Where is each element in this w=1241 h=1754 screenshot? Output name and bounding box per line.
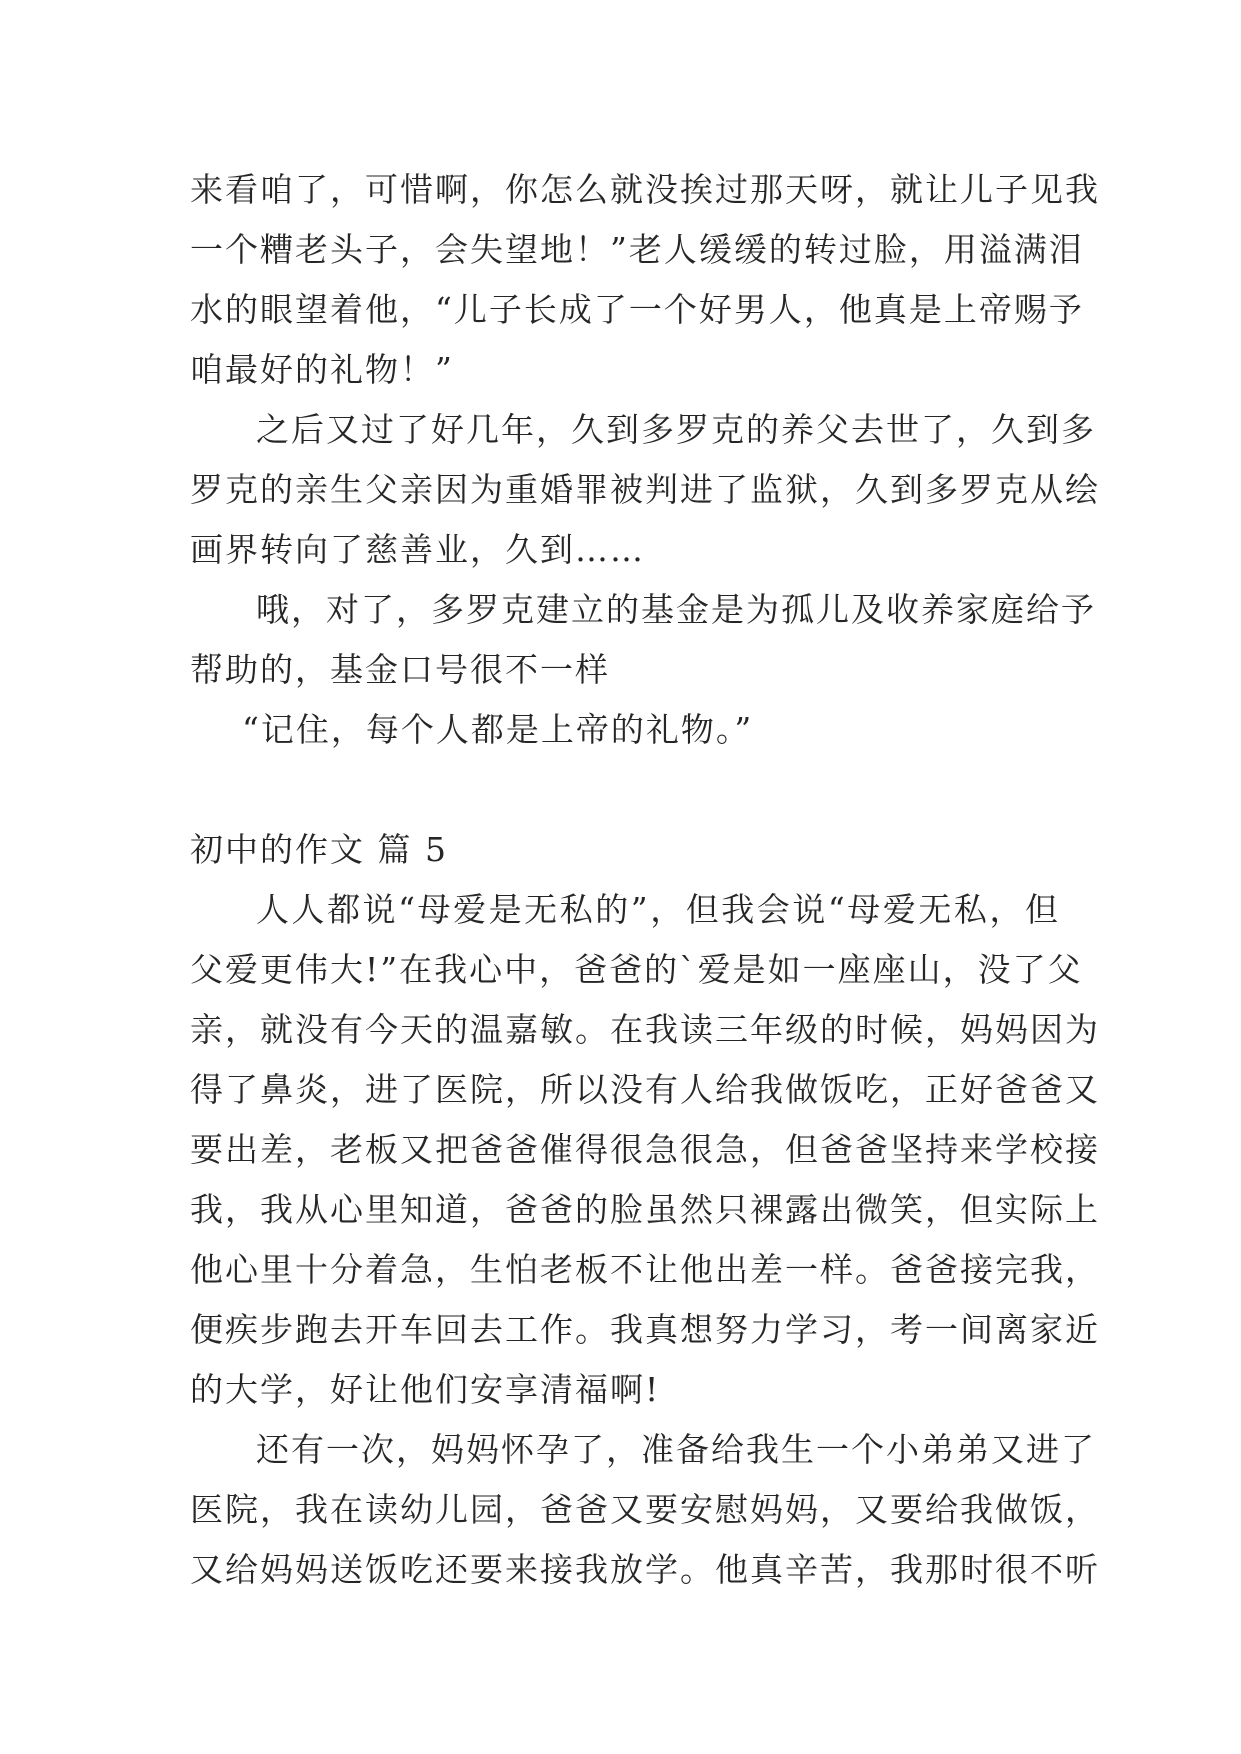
text-line: 便疾步跑去开车回去工作。我真想努力学习，考一间离家近 <box>190 1310 1100 1349</box>
paragraph-4 <box>190 700 1060 760</box>
document-page <box>190 160 1100 1600</box>
text-line: 亲，就没有今天的温嘉敏。在我读三年级的时候，妈妈因为 <box>190 1010 1100 1049</box>
text-line: 得了鼻炎，进了医院，所以没有人给我做饭吃，正好爸爸又 <box>190 1070 1100 1109</box>
text-line: 之后又过了好几年，久到多罗克的养父去世了，久到多 <box>256 410 1096 449</box>
text-line: 水的眼望着他，“儿子长成了一个好男人，他真是上帝赐予 <box>190 290 1084 329</box>
paragraph-3 <box>190 580 1096 700</box>
text-line: 来看咱了，可惜啊，你怎么就没挨过那天呀，就让儿子见我 <box>190 170 1100 209</box>
text-line: 他心里十分着急，生怕老板不让他出差一样。爸爸接完我， <box>190 1250 1100 1289</box>
text-line: 帮助的，基金口号很不一样 <box>190 650 610 689</box>
text-line: 还有一次，妈妈怀孕了，准备给我生一个小弟弟又进了 <box>256 1430 1096 1469</box>
text-line: 一个糟老头子，会失望地！”老人缓缓的转过脸，用溢满泪 <box>190 230 1084 269</box>
paragraph-1 <box>190 160 1100 400</box>
text-line: 医院，我在读幼儿园，爸爸又要安慰妈妈，又要给我做饭， <box>190 1490 1100 1529</box>
text-line: “记住，每个人都是上帝的礼物。” <box>242 710 754 749</box>
paragraph-2 <box>190 400 1100 580</box>
text-line: 画界转向了慈善业，久到…… <box>190 530 645 569</box>
text-line: 要出差，老板又把爸爸催得很急很急，但爸爸坚持来学校接 <box>190 1130 1100 1169</box>
text-line: 罗克的亲生父亲因为重婚罪被判进了监狱，久到多罗克从绘 <box>190 470 1100 509</box>
section-spacer <box>190 760 1060 820</box>
paragraph-5 <box>190 880 1100 1420</box>
text-line: 的大学，好让他们安享清福啊! <box>190 1370 661 1409</box>
text-line: 父爱更伟大!”在我心中，爸爸的`爱是如一座座山，没了父 <box>190 950 1083 989</box>
text-line: 我，我从心里知道，爸爸的脸虽然只裸露出微笑，但实际上 <box>190 1190 1100 1229</box>
text-line: 又给妈妈送饭吃还要来接我放学。他真辛苦，我那时很不听 <box>190 1550 1100 1589</box>
section-title: 初中的作文 篇 5 <box>190 830 448 869</box>
text-line: 咱最好的礼物！” <box>190 350 454 389</box>
text-line: 哦，对了，多罗克建立的基金是为孤儿及收养家庭给予 <box>256 590 1096 629</box>
text-line: 人人都说“母爱是无私的”，但我会说“母爱无私，但 <box>256 890 1060 929</box>
paragraph-6 <box>190 1420 1100 1600</box>
